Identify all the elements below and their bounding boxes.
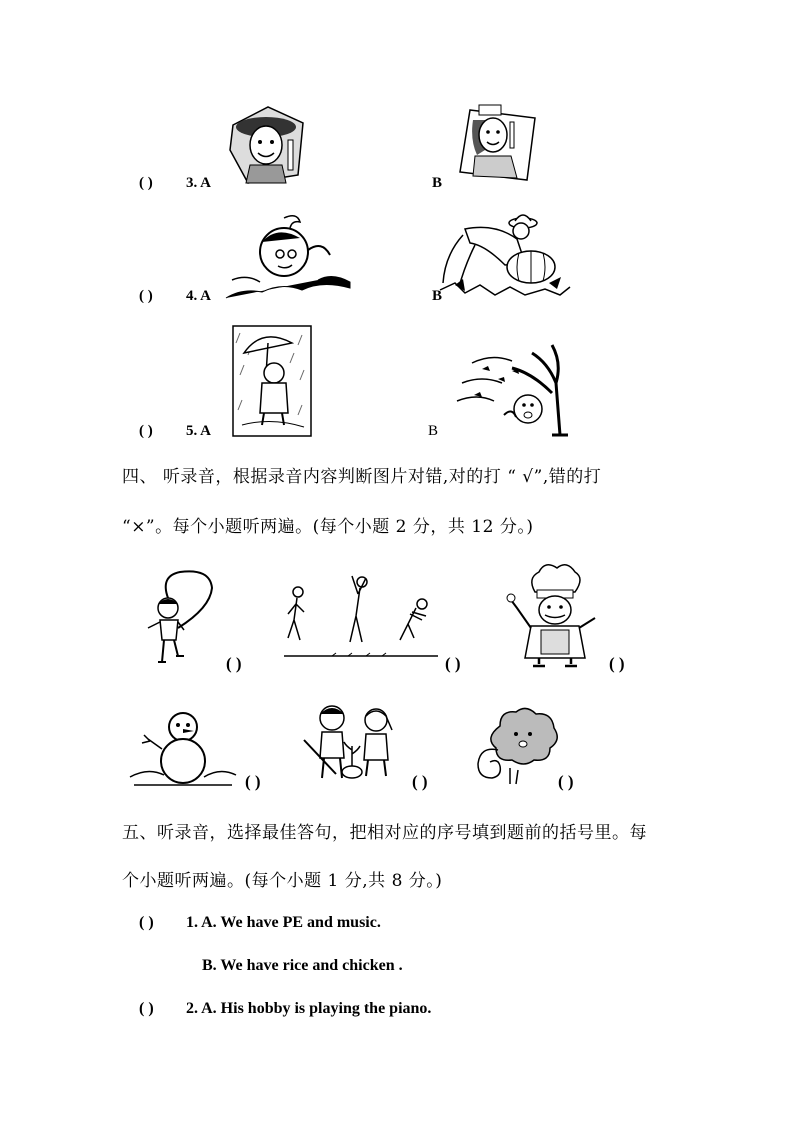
q4-b-label: B — [432, 288, 443, 304]
section5-instruction-line1: 五、听录音，选择最佳答句，把相对应的序号填到题前的括号里。每 — [122, 823, 647, 843]
q5-picture-a-umbrella-rain — [232, 325, 312, 437]
q5-label: 5. A — [186, 423, 212, 439]
q3-label: 3. A — [186, 175, 212, 191]
s4-picture-snowman — [128, 705, 238, 787]
section4-instruction-line2: “×”。每个小题听两遍。(每个小题 2 分，共 12 分。) — [122, 517, 534, 537]
s4-paren-1[interactable]: ( ) — [226, 654, 242, 673]
s4-paren-2[interactable]: ( ) — [445, 654, 461, 673]
q5-picture-b-windy-tree — [452, 343, 577, 438]
q3-picture-b-nurse — [455, 100, 540, 185]
s4-picture-jump-rope-girl — [140, 568, 215, 668]
s5-q2-paren[interactable]: ( ) — [139, 1000, 154, 1017]
s4-paren-6[interactable]: ( ) — [558, 772, 574, 791]
s4-paren-5[interactable]: ( ) — [412, 772, 428, 791]
s5-q2-option-a: 2. A. His hobby is playing the piano. — [186, 1000, 432, 1017]
s5-q1-option-a: 1. A. We have PE and music. — [186, 914, 381, 931]
q4-paren[interactable]: ( ) — [139, 288, 153, 304]
s4-picture-wind-cloud — [470, 706, 562, 788]
q3-b-label: B — [432, 175, 443, 191]
q5-b-label: B — [428, 423, 439, 439]
q3-picture-a-hat-woman — [228, 105, 308, 185]
s4-paren-3[interactable]: ( ) — [609, 654, 625, 673]
s5-q1-option-b: B. We have rice and chicken . — [202, 957, 403, 974]
q4-picture-b-man-pumpkin — [435, 205, 575, 300]
q4-label: 4. A — [186, 288, 212, 304]
q4-picture-a-swimming-boy — [222, 210, 354, 302]
section4-instruction-line1: 四、 听录音，根据录音内容判断图片对错,对的打 “ √”,错的打 — [122, 467, 602, 487]
q3-paren[interactable]: ( ) — [139, 175, 153, 191]
section5-instruction-line2: 个小题听两遍。(每个小题 1 分,共 8 分。) — [122, 871, 443, 891]
q5-paren[interactable]: ( ) — [139, 423, 153, 439]
s5-q1-paren[interactable]: ( ) — [139, 914, 154, 931]
s4-picture-chef — [505, 560, 605, 670]
s4-picture-planting-trees — [302, 702, 402, 784]
s4-picture-long-jump — [282, 568, 440, 662]
s4-paren-4[interactable]: ( ) — [245, 772, 261, 791]
